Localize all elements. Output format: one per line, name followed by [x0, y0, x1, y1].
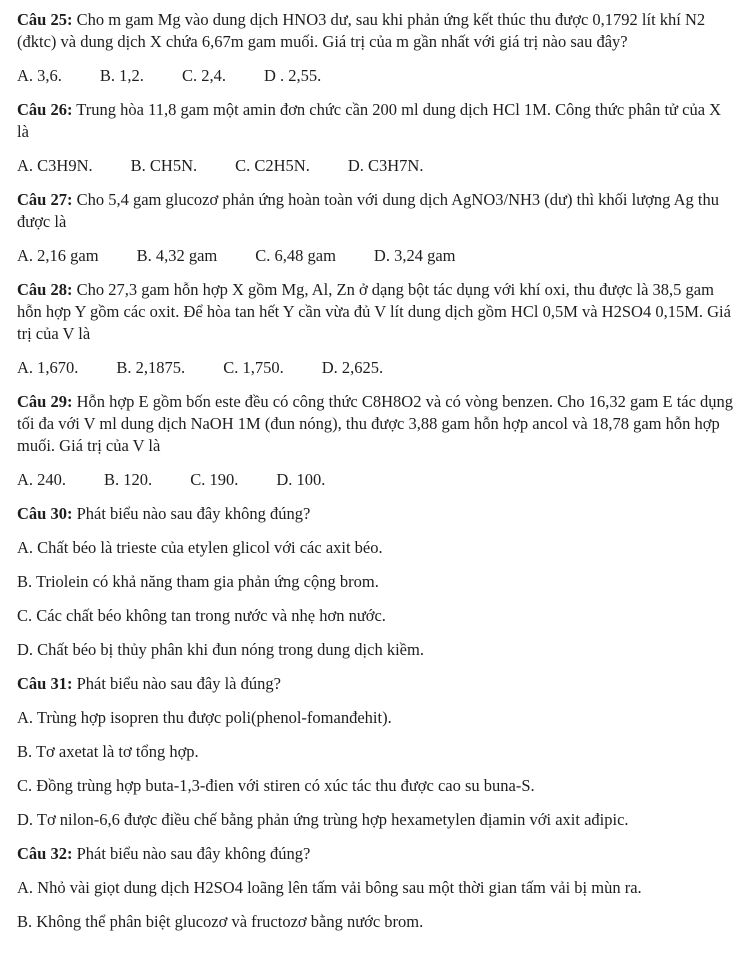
- question-text: [17, 843, 736, 865]
- question-body: Phát biểu nào sau đây là đúng?: [76, 674, 281, 693]
- question-text: [17, 9, 736, 53]
- options-row: [17, 155, 736, 177]
- option-c: C. Đồng trùng hợp buta-1,3-đien với stiren có xúc tác thu được cao su buna-S.: [17, 776, 535, 795]
- question-block-29: [17, 391, 736, 491]
- option-c: C. 2,4.: [181, 66, 226, 85]
- question-text: [17, 391, 736, 457]
- option-b: B. Tơ axetat là tơ tổng hợp.: [17, 742, 199, 761]
- question-text: [17, 279, 736, 345]
- option-d: D. C3H7N.: [347, 156, 424, 175]
- option-d: D. 2,625.: [321, 358, 384, 377]
- option-a: A. 2,16 gam: [17, 246, 99, 265]
- option-d: D. Tơ nilon-6,6 được điều chế bằng phản ứng trùng hợp hexametylen địamin với axit ađipic.: [17, 810, 629, 829]
- question-label: Câu 26:: [17, 100, 73, 119]
- question-label: Câu 29:: [17, 392, 73, 411]
- option-b: B. Triolein có khả năng tham gia phản ứng cộng brom.: [17, 572, 379, 591]
- question-label: Câu 31:: [17, 674, 73, 693]
- question-label: Câu 25:: [17, 10, 73, 29]
- option-c: C. C2H5N.: [235, 156, 310, 175]
- question-block-28: [17, 279, 736, 379]
- option-a: A. 240.: [17, 470, 67, 489]
- question-text: [17, 189, 736, 233]
- question-block-31: [17, 673, 736, 831]
- options-row: [17, 357, 736, 379]
- options-row: [17, 245, 736, 267]
- option-b: B. CH5N.: [130, 156, 198, 175]
- question-label: Câu 32:: [17, 844, 73, 863]
- option-a: A. Chất béo là trieste của etylen glicol với các axit béo.: [17, 538, 383, 557]
- question-body: Cho 27,3 gam hỗn hợp X gồm Mg, Al, Zn ở dạng bột tác dụng với khí oxi, thu được là 38,5 gam hỗn hợp Y gồm các oxit. Để hòa tan hết Y cần vừa đủ V lít dung dịch gồm HCl 0,5M và H2SO4 0,15M. Giá trị của V là: [17, 280, 731, 343]
- option-a: A. C3H9N.: [17, 156, 93, 175]
- question-body: Cho 5,4 gam glucozơ phản ứng hoàn toàn với dung dịch AgNO3/NH3 (dư) thì khối lượng Ag thu được là: [17, 190, 719, 231]
- question-body: Phát biểu nào sau đây không đúng?: [76, 504, 311, 523]
- option-a: A. 1,670.: [17, 358, 79, 377]
- option-b: B. 2,1875.: [116, 358, 186, 377]
- option-d: D. Chất béo bị thủy phân khi đun nóng trong dung dịch kiềm.: [17, 640, 424, 659]
- question-block-32: [17, 843, 736, 933]
- question-block-30: [17, 503, 736, 661]
- question-body: Hỗn hợp E gồm bốn este đều có công thức C8H8O2 và có vòng benzen. Cho 16,32 gam E tác dụng tối đa với V ml dung dịch NaOH 1M (đun nóng), thu được 3,88 gam hỗn hợp ancol và 18,78 gam hỗn hợp muối. Giá trị của V là: [17, 392, 734, 455]
- option-a: A. Nhỏ vài giọt dung dịch H2SO4 loãng lên tấm vải bông sau một thời gian tấm vải bị mùn ra.: [17, 878, 642, 897]
- option-c: C. 1,750.: [223, 358, 284, 377]
- question-block-25: [17, 9, 736, 87]
- question-body: Phát biểu nào sau đây không đúng?: [76, 844, 311, 863]
- option-b: B. 120.: [104, 470, 153, 489]
- option-a: A. Trùng hợp isopren thu được poli(phenol-fomanđehit).: [17, 708, 392, 727]
- question-label: Câu 27:: [17, 190, 73, 209]
- option-b: B. 1,2.: [99, 66, 144, 85]
- question-text: [17, 673, 736, 695]
- question-label: Câu 28:: [17, 280, 73, 299]
- question-text: [17, 503, 736, 525]
- options-row: [17, 469, 736, 491]
- question-text: [17, 99, 736, 143]
- question-block-26: [17, 99, 736, 177]
- question-block-27: [17, 189, 736, 267]
- question-body: Trung hòa 11,8 gam một amin đơn chức cần 200 ml dung dịch HCl 1M. Công thức phân tử của X là: [17, 100, 722, 141]
- option-d: D. 100.: [276, 470, 326, 489]
- option-b: B. 4,32 gam: [136, 246, 218, 265]
- option-d: D. 3,24 gam: [373, 246, 456, 265]
- option-d: D . 2,55.: [263, 66, 322, 85]
- option-b: B. Không thể phân biệt glucozơ và fructozơ bằng nước brom.: [17, 912, 424, 931]
- option-c: C. Các chất béo không tan trong nước và nhẹ hơn nước.: [17, 606, 386, 625]
- option-c: C. 6,48 gam: [255, 246, 336, 265]
- question-label: Câu 30:: [17, 504, 73, 523]
- option-c: C. 190.: [190, 470, 239, 489]
- question-body: Cho m gam Mg vào dung dịch HNO3 dư, sau khi phản ứng kết thúc thu được 0,1792 lít khí N2 (đktc) và dung dịch X chứa 6,67m gam muối. Giá trị của m gần nhất với giá trị nào sau đây?: [17, 10, 706, 51]
- options-row: [17, 65, 736, 87]
- option-a: A. 3,6.: [17, 66, 62, 85]
